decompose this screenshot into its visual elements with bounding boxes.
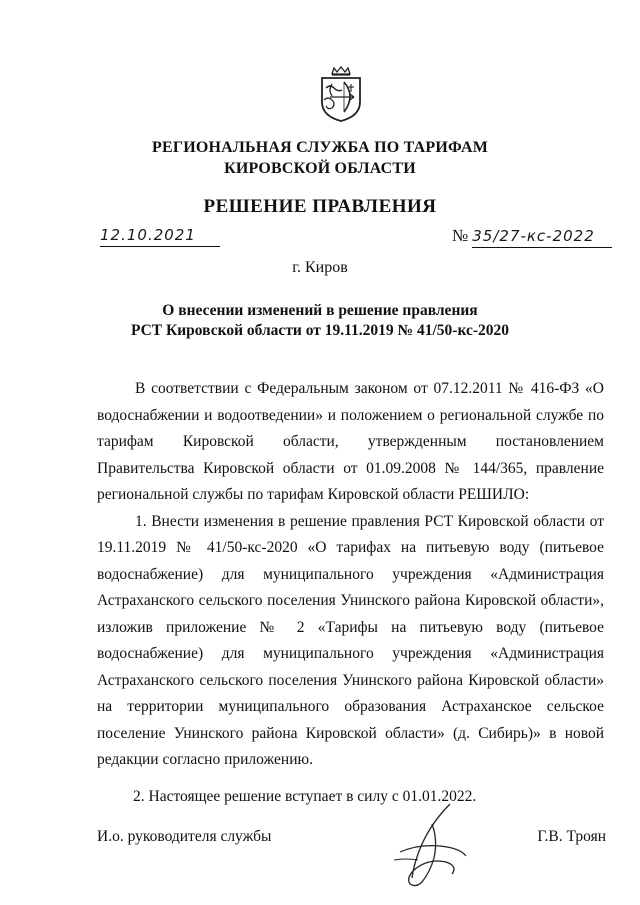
decision-number-value: 35/27-кс-2022 xyxy=(472,227,612,248)
decision-number xyxy=(452,226,612,248)
signatory-name: Г.В. Троян xyxy=(537,828,606,845)
item-2-paragraph: 2. Настоящее решение вступает в силу с 01.01.2022. xyxy=(133,787,477,805)
subject-line1: О внесении изменений в решение правления xyxy=(162,302,478,319)
item-1-paragraph: 1. Внести изменения в решение правления РСТ Кировской области от 19.11.2019 № 41/50-кс-2020 «О тарифах на питьевую воду (питьевое водоснабжение) для муниципального учреждения «Администрация Астраханского сельского поселения Унинского района Кировской области», изложив приложение № 2 «Тарифы на питьевую воду (питьевое водоснабжение) для муниципального учреждения «Администрация Астраханского сельского поселения Унинского района Кировской области» на территории муниципального образования Астраханское сельское поселение Унинского района Кировской области» (д. Сибирь)» в новой редакции согласно приложению. xyxy=(97,512,604,768)
intro-paragraph: В соответствии с Федеральным законом от 07.12.2011 № 416-ФЗ «О водоснабжении и водоотведении» и положением о региональной службе по тарифам Кировской области, утвержденным постановлением Правительства Кировской области от 01.09.2008 № 144/365, правление региональной службы по тарифам Кировской области РЕШИЛО: xyxy=(97,380,604,503)
signatory-role: И.о. руководителя службы xyxy=(97,828,272,845)
city: г. Киров xyxy=(292,259,348,276)
kirov-coat-of-arms-icon xyxy=(318,66,364,122)
agency-name-line1: РЕГИОНАЛЬНАЯ СЛУЖБА ПО ТАРИФАМ xyxy=(151,139,489,156)
agency-name-line2: КИРОВСКОЙ ОБЛАСТИ xyxy=(224,160,416,177)
decision-date: 12.10.2021 xyxy=(100,226,220,247)
subject-line2: РСТ Кировской области от 19.11.2019 № 41/50-кс-2020 xyxy=(130,322,510,339)
document-body xyxy=(97,376,604,810)
document-title: РЕШЕНИЕ ПРАВЛЕНИЯ xyxy=(203,196,437,217)
handwritten-signature-icon xyxy=(388,800,488,890)
number-sign: № xyxy=(452,226,469,245)
